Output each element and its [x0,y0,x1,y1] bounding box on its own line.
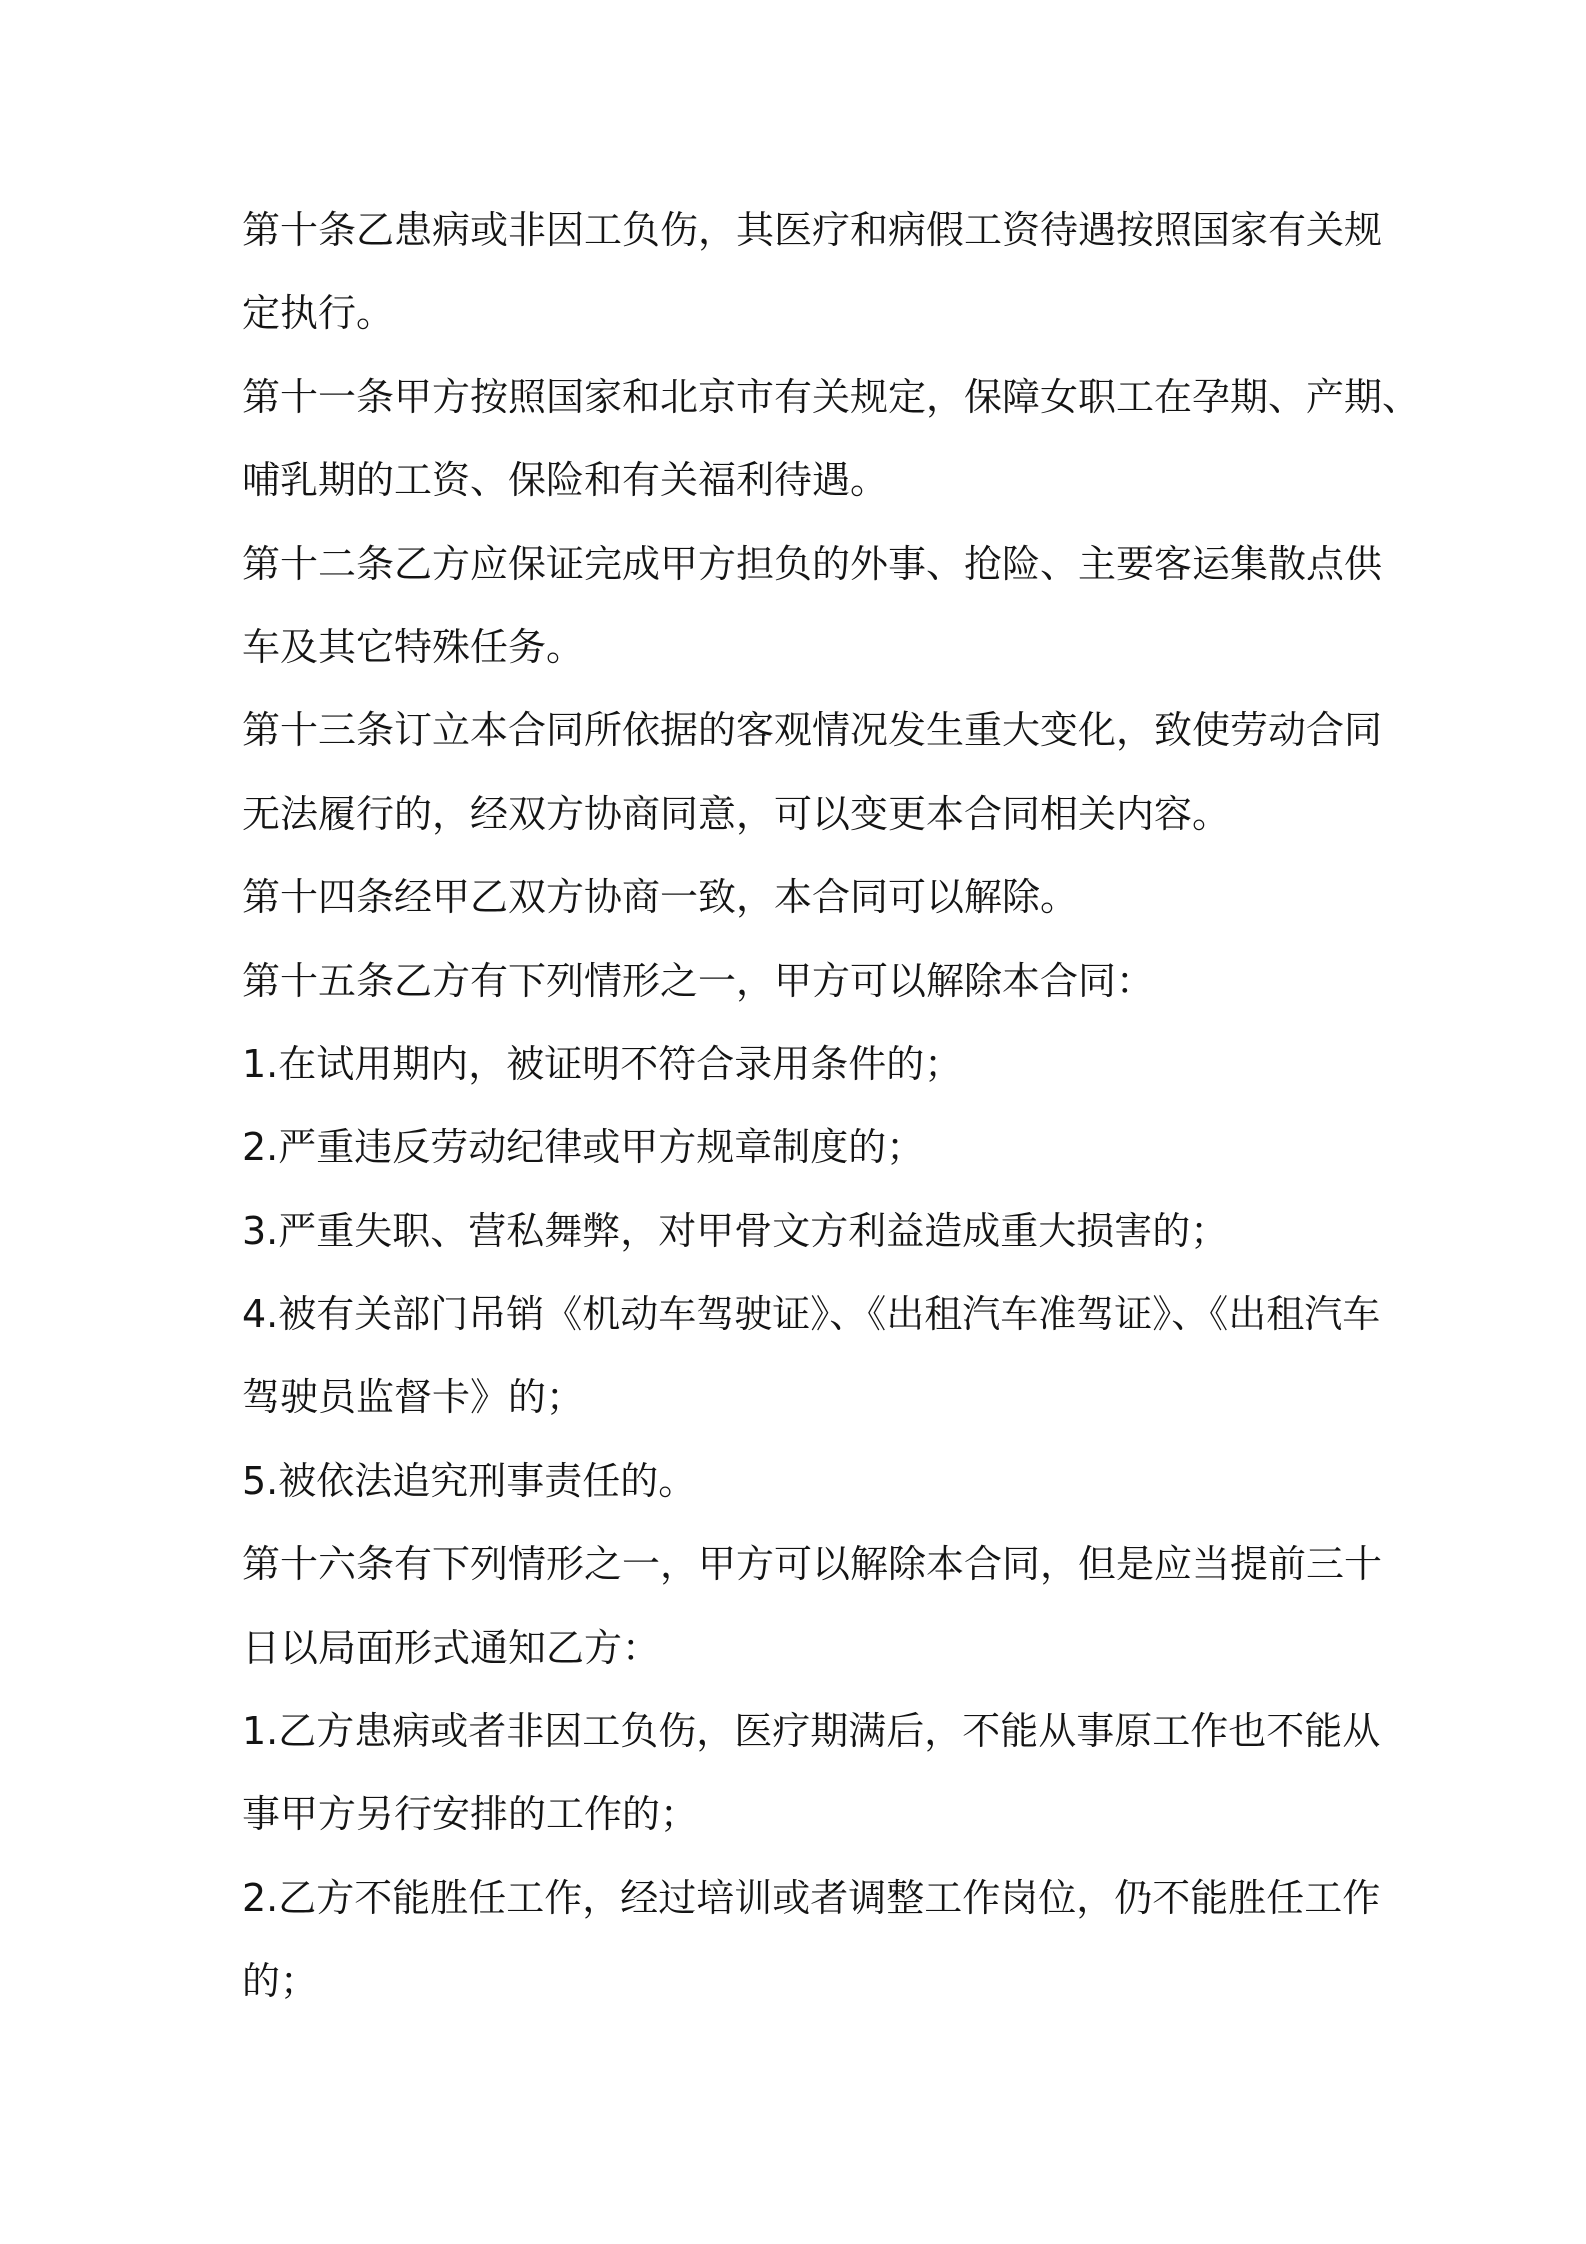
text-line: 第十一条甲方按照国家和北京市有关规定，保障女职工在孕期、产期、 [242,375,1421,419]
text-line: 5.被依法追究刑事责任的。 [242,1459,697,1503]
text-line: 事甲方另行安排的工作的； [242,1792,699,1836]
text-line: 2.乙方不能胜任工作，经过培训或者调整工作岗位，仍不能胜任工作 [242,1876,1381,1920]
text-line: 哺乳期的工资、保险和有关福利待遇。 [242,458,889,502]
text-line: 日以局面形式通知乙方： [242,1626,661,1670]
text-line: 的； [242,1959,319,2003]
text-line: 第十六条有下列情形之一，甲方可以解除本合同，但是应当提前三十 [242,1542,1383,1586]
text-line: 车及其它特殊任务。 [242,625,585,669]
text-line: 第十四条经甲乙双方协商一致，本合同可以解除。 [242,875,1079,919]
text-line: 第十五条乙方有下列情形之一，甲方可以解除本合同： [242,959,1155,1003]
text-line: 第十条乙患病或非因工负伤，其医疗和病假工资待遇按照国家有关规 [242,208,1383,252]
text-line: 1.乙方患病或者非因工负伤，医疗期满后，不能从事原工作也不能从 [242,1709,1381,1753]
text-line: 2.严重违反劳动纪律或甲方规章制度的； [242,1125,925,1169]
text-line: 驾驶员监督卡》的； [242,1375,585,1419]
text-line: 定执行。 [242,291,395,335]
text-line: 4.被有关部门吊销《机动车驾驶证》、《出租汽车准驾证》、《出租汽车 [242,1292,1381,1336]
text-line: 无法履行的，经双方协商同意，可以变更本合同相关内容。 [242,792,1231,836]
text-line: 3.严重失职、营私舞弊，对甲骨文方利益造成重大损害的； [242,1209,1229,1253]
text-line: 1.在试用期内，被证明不符合录用条件的； [242,1042,963,1086]
text-line: 第十三条订立本合同所依据的客观情况发生重大变化，致使劳动合同 [242,708,1383,752]
text-line: 第十二条乙方应保证完成甲方担负的外事、抢险、主要客运集散点供 [242,542,1383,586]
